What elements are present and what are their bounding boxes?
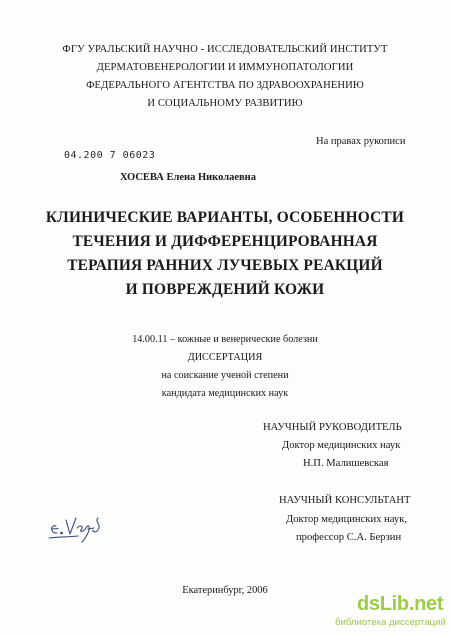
handwritten-signature [46,510,106,544]
supervisor-name: Н.П. Малишевская [303,458,389,469]
consultant-name: профессор С.А. Берзин [296,532,402,543]
consultant-heading: НАУЧНЫЙ КОНСУЛЬТАНТ [279,495,411,506]
title-line-3: ТЕРАПИЯ РАННИХ ЛУЧЕВЫХ РЕАКЦИЙ [67,257,383,274]
degree-line-2: кандидата медицинских наук [161,388,289,399]
author-name: ХОСЕВА Елена Николаевна [120,172,256,183]
degree-line-1: на соискание ученой степени [161,370,289,381]
institute-line-1: ФГУ УРАЛЬСКИЙ НАУЧНО - ИССЛЕДОВАТЕЛЬСКИЙ ИНСТИТУТ [62,44,388,55]
registration-stamp: 04.200 7 06023 [64,150,156,161]
title-line-2: ТЕЧЕНИЯ И ДИФФЕРЕНЦИРОВАННАЯ [72,233,378,250]
consultant-degree: Доктор медицинских наук, [286,514,407,525]
rights-note: На правах рукописи [316,136,406,147]
logo-dot: . [408,593,415,615]
title-line-4: И ПОВРЕЖДЕНИЙ КОЖИ [125,281,325,298]
institute-line-2: ДЕРМАТОВЕНЕРОЛОГИИ И ИММУНОПАТОЛОГИИ [96,62,354,73]
watermark-subtitle: библиотека диссертаций [335,617,446,628]
institute-line-4: И СОЦИАЛЬНОМУ РАЗВИТИЮ [147,98,303,109]
logo-main: dsLib [357,593,409,615]
institute-line-3: ФЕДЕРАЛЬНОГО АГЕНТСТВА ПО ЗДРАВООХРАНЕНИЮ [86,80,364,91]
document-type: ДИССЕРТАЦИЯ [187,352,263,363]
supervisor-heading: НАУЧНЫЙ РУКОВОДИТЕЛЬ [263,422,402,433]
supervisor-degree: Доктор медицинских наук [282,440,401,451]
dslib-logo [357,593,443,616]
logo-tld: net [414,593,444,615]
specialty-code: 14.00.11 – кожные и венерические болезни [132,334,318,345]
title-line-1: КЛИНИЧЕСКИЕ ВАРИАНТЫ, ОСОБЕННОСТИ [45,209,405,226]
city-year: Екатеринбург, 2006 [182,585,268,596]
